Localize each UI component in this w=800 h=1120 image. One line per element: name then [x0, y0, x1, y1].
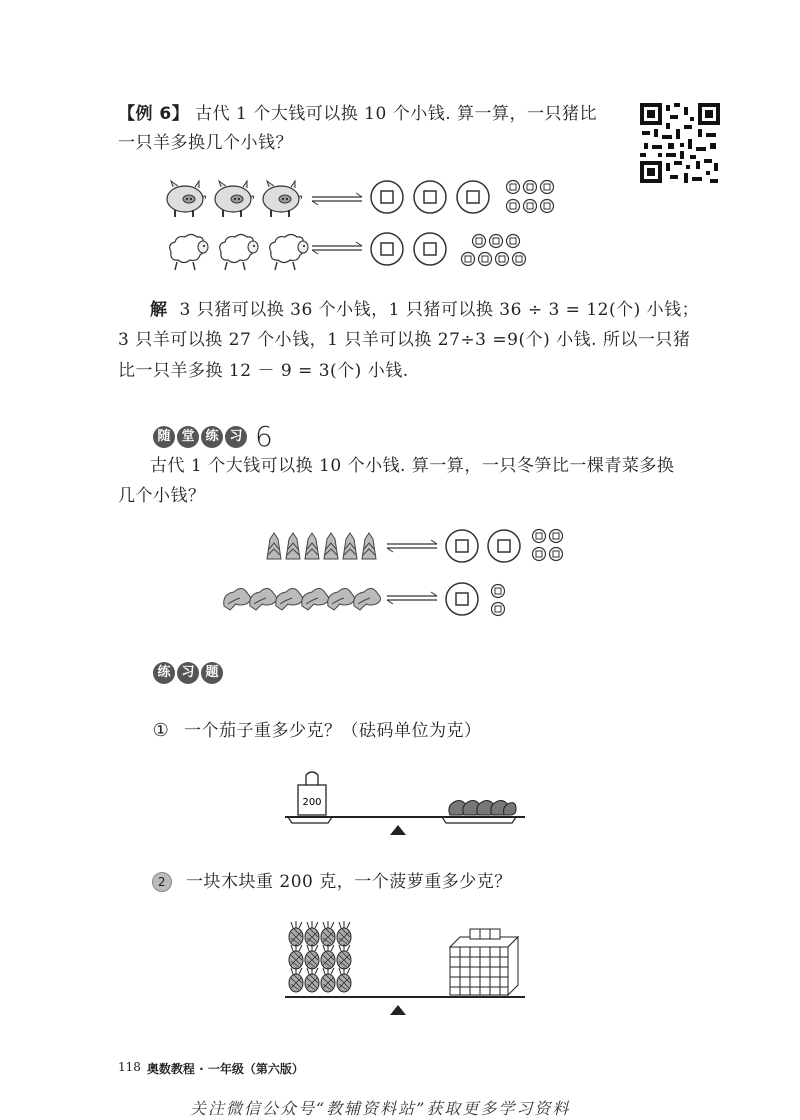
wood-blocks-icon: [450, 929, 518, 995]
exercise-text: 一块木块重 200 克，一个菠萝重多少克？: [186, 871, 512, 892]
exercise-text: 一个茄子重多少克？（砝码单位为克）: [184, 720, 482, 741]
page-footer: [118, 1060, 304, 1077]
exchange-arrows: [312, 193, 362, 205]
exercise-item-2: [152, 872, 512, 892]
exercises-char: 练: [153, 662, 175, 684]
pig-icon: [263, 181, 302, 217]
exercise-number: ①: [152, 720, 170, 741]
big-coin-icon: [371, 181, 403, 213]
solution-text-2: 3 只羊可以换 27 个小钱，1 只羊可以换 27÷3 =9(个) 小钱. 所以一只猪: [118, 330, 691, 350]
practice-char: 随: [153, 426, 175, 448]
exercises-char: 题: [201, 662, 223, 684]
practice-number: 6: [255, 420, 273, 453]
qr-code: [640, 103, 720, 183]
balance-scale-eggplant: [280, 765, 530, 840]
sheep-icon: [170, 235, 208, 271]
page-number: 118: [118, 1060, 141, 1074]
practice-text-2: 几个小钱？: [118, 486, 206, 506]
bamboo-shoot-exchange-row: [265, 525, 585, 570]
sheep-icon: [270, 235, 308, 271]
practice-text-1: 古代 1 个大钱可以换 10 个小钱. 算一算，一只冬笋比一棵青菜多换: [150, 456, 675, 476]
exercise-item-1: [152, 722, 482, 740]
practice-char: 习: [225, 426, 247, 448]
example-text-1: 古代 1 个大钱可以换 10 个小钱. 算一算，一只猪比: [195, 104, 598, 124]
weight-label: 200: [302, 797, 322, 808]
big-coin-icon: [371, 233, 403, 265]
practice-heading: [153, 420, 273, 453]
pig-icon: [167, 181, 206, 217]
sheep-icon: [220, 235, 258, 271]
practice-char: 练: [201, 426, 223, 448]
handwritten-note: 关注微信公众号“教辅资料站”获取更多学习资料: [190, 1099, 571, 1118]
pineapple-group: [289, 921, 351, 992]
exercises-heading: [153, 662, 225, 684]
example-label: 【例 6】: [118, 104, 190, 124]
solution-text-3: 比一只羊多换 12 － 9 = 3(个) 小钱.: [118, 361, 409, 381]
example-line-1: [118, 106, 597, 123]
big-coin-icon: [414, 181, 446, 213]
big-coin-icon: [414, 233, 446, 265]
solution-line-1: [150, 302, 699, 319]
solution-text-1: 3 只猪可以换 36 个小钱，1 只猪可以换 36 ÷ 3 = 12(个) 小钱；: [179, 300, 700, 320]
pig-exchange-row: [165, 175, 585, 225]
example-text-2: 一只羊多换几个小钱？: [118, 133, 293, 153]
exercises-char: 习: [177, 662, 199, 684]
balance-scale-pineapple: [280, 915, 530, 1020]
exercise-number: 2: [152, 872, 172, 892]
book-title: 奥数教程 · 一年级（第六版）: [146, 1062, 304, 1076]
pig-icon: [215, 181, 254, 217]
vegetable-exchange-row: [222, 578, 542, 623]
sheep-exchange-row: [165, 230, 585, 280]
big-coin-icon: [457, 181, 489, 213]
exchange-arrows: [312, 242, 362, 254]
solution-label: 解: [150, 300, 168, 320]
practice-char: 堂: [177, 426, 199, 448]
